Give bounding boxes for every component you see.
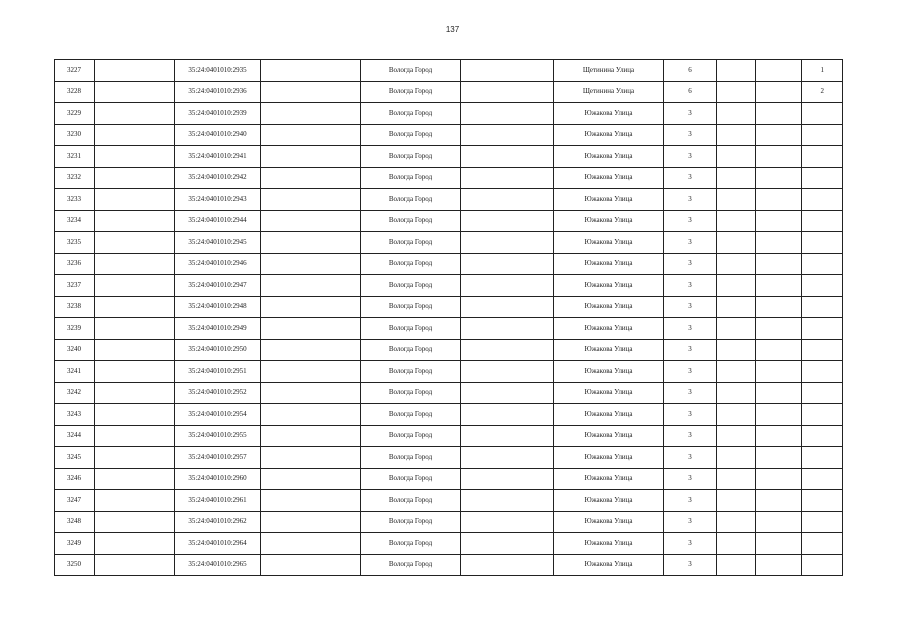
apartment-number-cell [802, 382, 843, 404]
locality-cell: Вологда Город [361, 468, 461, 490]
row-number-cell: 3243 [55, 404, 95, 426]
empty-cell [756, 103, 802, 125]
row-number-cell: 3240 [55, 339, 95, 361]
row-number-cell: 3245 [55, 447, 95, 469]
empty-cell [717, 189, 756, 211]
cadastral-number-cell: 35:24:0401010:2949 [175, 318, 261, 340]
house-number-cell: 3 [664, 554, 717, 576]
locality-cell: Вологда Город [361, 103, 461, 125]
street-cell: Южакова Улица [554, 296, 664, 318]
house-number-cell: 3 [664, 511, 717, 533]
empty-cell [95, 103, 175, 125]
street-cell: Щетинина Улица [554, 60, 664, 82]
table-row [55, 490, 843, 512]
row-number-cell: 3230 [55, 124, 95, 146]
empty-cell [95, 60, 175, 82]
cadastral-number-cell: 35:24:0401010:2961 [175, 490, 261, 512]
empty-cell [261, 189, 361, 211]
table-row [55, 167, 843, 189]
apartment-number-cell [802, 511, 843, 533]
empty-cell [717, 253, 756, 275]
house-number-cell: 3 [664, 404, 717, 426]
house-number-cell: 3 [664, 210, 717, 232]
page-number: 137 [445, 25, 460, 34]
cadastral-number-cell: 35:24:0401010:2947 [175, 275, 261, 297]
house-number-cell: 3 [664, 533, 717, 555]
empty-cell [261, 60, 361, 82]
street-cell: Южакова Улица [554, 511, 664, 533]
street-cell: Южакова Улица [554, 189, 664, 211]
cadastral-number-cell: 35:24:0401010:2942 [175, 167, 261, 189]
table-row [55, 146, 843, 168]
row-number-cell: 3231 [55, 146, 95, 168]
cadastral-number-cell: 35:24:0401010:2944 [175, 210, 261, 232]
empty-cell [756, 253, 802, 275]
empty-cell [95, 404, 175, 426]
empty-cell [461, 404, 554, 426]
empty-cell [95, 81, 175, 103]
row-number-cell: 3239 [55, 318, 95, 340]
empty-cell [461, 81, 554, 103]
empty-cell [717, 124, 756, 146]
row-number-cell: 3235 [55, 232, 95, 254]
locality-cell: Вологда Город [361, 404, 461, 426]
empty-cell [717, 81, 756, 103]
house-number-cell: 3 [664, 253, 717, 275]
street-cell: Южакова Улица [554, 210, 664, 232]
apartment-number-cell: 1 [802, 60, 843, 82]
street-cell: Южакова Улица [554, 275, 664, 297]
apartment-number-cell [802, 318, 843, 340]
empty-cell [95, 210, 175, 232]
empty-cell [756, 81, 802, 103]
apartment-number-cell [802, 103, 843, 125]
house-number-cell: 3 [664, 468, 717, 490]
table-row [55, 404, 843, 426]
row-number-cell: 3227 [55, 60, 95, 82]
empty-cell [261, 253, 361, 275]
empty-cell [756, 60, 802, 82]
empty-cell [261, 146, 361, 168]
street-cell: Южакова Улица [554, 253, 664, 275]
empty-cell [717, 318, 756, 340]
empty-cell [756, 533, 802, 555]
locality-cell: Вологда Город [361, 146, 461, 168]
street-cell: Южакова Улица [554, 167, 664, 189]
street-cell: Южакова Улица [554, 425, 664, 447]
locality-cell: Вологда Город [361, 210, 461, 232]
empty-cell [756, 554, 802, 576]
empty-cell [461, 103, 554, 125]
empty-cell [756, 339, 802, 361]
house-number-cell: 3 [664, 361, 717, 383]
house-number-cell: 3 [664, 447, 717, 469]
house-number-cell: 3 [664, 382, 717, 404]
row-number-cell: 3238 [55, 296, 95, 318]
empty-cell [261, 533, 361, 555]
cadastral-number-cell: 35:24:0401010:2964 [175, 533, 261, 555]
table-row [55, 296, 843, 318]
empty-cell [461, 146, 554, 168]
locality-cell: Вологда Город [361, 382, 461, 404]
row-number-cell: 3237 [55, 275, 95, 297]
row-number-cell: 3250 [55, 554, 95, 576]
empty-cell [756, 490, 802, 512]
house-number-cell: 3 [664, 124, 717, 146]
empty-cell [461, 318, 554, 340]
empty-cell [461, 124, 554, 146]
row-number-cell: 3233 [55, 189, 95, 211]
apartment-number-cell [802, 146, 843, 168]
empty-cell [261, 167, 361, 189]
row-number-cell: 3247 [55, 490, 95, 512]
apartment-number-cell [802, 124, 843, 146]
street-cell: Южакова Улица [554, 339, 664, 361]
apartment-number-cell [802, 490, 843, 512]
empty-cell [717, 146, 756, 168]
empty-cell [717, 275, 756, 297]
empty-cell [261, 425, 361, 447]
cadastral-number-cell: 35:24:0401010:2945 [175, 232, 261, 254]
locality-cell: Вологда Город [361, 167, 461, 189]
empty-cell [261, 210, 361, 232]
empty-cell [717, 167, 756, 189]
empty-cell [756, 447, 802, 469]
row-number-cell: 3229 [55, 103, 95, 125]
empty-cell [261, 361, 361, 383]
house-number-cell: 3 [664, 490, 717, 512]
cadastral-number-cell: 35:24:0401010:2955 [175, 425, 261, 447]
row-number-cell: 3244 [55, 425, 95, 447]
street-cell: Южакова Улица [554, 103, 664, 125]
locality-cell: Вологда Город [361, 232, 461, 254]
empty-cell [95, 167, 175, 189]
house-number-cell: 3 [664, 275, 717, 297]
empty-cell [461, 210, 554, 232]
empty-cell [756, 361, 802, 383]
row-number-cell: 3246 [55, 468, 95, 490]
table-row [55, 554, 843, 576]
registry-table-body [55, 60, 843, 576]
locality-cell: Вологда Город [361, 275, 461, 297]
empty-cell [461, 275, 554, 297]
house-number-cell: 6 [664, 81, 717, 103]
locality-cell: Вологда Город [361, 511, 461, 533]
empty-cell [95, 296, 175, 318]
street-cell: Южакова Улица [554, 490, 664, 512]
empty-cell [717, 425, 756, 447]
table-row [55, 447, 843, 469]
empty-cell [756, 210, 802, 232]
empty-cell [717, 210, 756, 232]
apartment-number-cell [802, 210, 843, 232]
house-number-cell: 6 [664, 60, 717, 82]
house-number-cell: 3 [664, 425, 717, 447]
row-number-cell: 3249 [55, 533, 95, 555]
empty-cell [756, 382, 802, 404]
empty-cell [95, 490, 175, 512]
empty-cell [261, 468, 361, 490]
locality-cell: Вологда Город [361, 253, 461, 275]
empty-cell [261, 511, 361, 533]
cadastral-number-cell: 35:24:0401010:2951 [175, 361, 261, 383]
registry-table [54, 59, 843, 576]
empty-cell [461, 490, 554, 512]
table-row [55, 189, 843, 211]
locality-cell: Вологда Город [361, 296, 461, 318]
cadastral-number-cell: 35:24:0401010:2943 [175, 189, 261, 211]
empty-cell [756, 232, 802, 254]
row-number-cell: 3234 [55, 210, 95, 232]
empty-cell [95, 189, 175, 211]
empty-cell [717, 361, 756, 383]
apartment-number-cell [802, 468, 843, 490]
empty-cell [461, 189, 554, 211]
street-cell: Южакова Улица [554, 146, 664, 168]
street-cell: Южакова Улица [554, 554, 664, 576]
empty-cell [95, 146, 175, 168]
empty-cell [95, 382, 175, 404]
locality-cell: Вологда Город [361, 339, 461, 361]
empty-cell [95, 318, 175, 340]
row-number-cell: 3228 [55, 81, 95, 103]
empty-cell [461, 253, 554, 275]
table-row [55, 361, 843, 383]
empty-cell [461, 425, 554, 447]
house-number-cell: 3 [664, 189, 717, 211]
empty-cell [261, 339, 361, 361]
cadastral-number-cell: 35:24:0401010:2946 [175, 253, 261, 275]
locality-cell: Вологда Город [361, 490, 461, 512]
table-row [55, 318, 843, 340]
empty-cell [95, 253, 175, 275]
empty-cell [95, 124, 175, 146]
empty-cell [717, 232, 756, 254]
apartment-number-cell [802, 339, 843, 361]
cadastral-number-cell: 35:24:0401010:2950 [175, 339, 261, 361]
empty-cell [261, 554, 361, 576]
cadastral-number-cell: 35:24:0401010:2960 [175, 468, 261, 490]
empty-cell [95, 425, 175, 447]
street-cell: Южакова Улица [554, 382, 664, 404]
cadastral-number-cell: 35:24:0401010:2954 [175, 404, 261, 426]
empty-cell [756, 124, 802, 146]
house-number-cell: 3 [664, 167, 717, 189]
empty-cell [717, 554, 756, 576]
empty-cell [756, 468, 802, 490]
house-number-cell: 3 [664, 296, 717, 318]
table-row [55, 275, 843, 297]
row-number-cell: 3241 [55, 361, 95, 383]
empty-cell [756, 404, 802, 426]
empty-cell [461, 339, 554, 361]
table-row [55, 468, 843, 490]
empty-cell [756, 275, 802, 297]
cadastral-number-cell: 35:24:0401010:2935 [175, 60, 261, 82]
empty-cell [717, 339, 756, 361]
locality-cell: Вологда Город [361, 425, 461, 447]
cadastral-number-cell: 35:24:0401010:2939 [175, 103, 261, 125]
empty-cell [461, 533, 554, 555]
empty-cell [95, 361, 175, 383]
empty-cell [95, 339, 175, 361]
street-cell: Щетинина Улица [554, 81, 664, 103]
apartment-number-cell [802, 447, 843, 469]
locality-cell: Вологда Город [361, 554, 461, 576]
apartment-number-cell: 2 [802, 81, 843, 103]
apartment-number-cell [802, 189, 843, 211]
locality-cell: Вологда Город [361, 318, 461, 340]
apartment-number-cell [802, 167, 843, 189]
empty-cell [717, 468, 756, 490]
empty-cell [717, 382, 756, 404]
table-row [55, 81, 843, 103]
empty-cell [261, 275, 361, 297]
empty-cell [461, 468, 554, 490]
cadastral-number-cell: 35:24:0401010:2952 [175, 382, 261, 404]
apartment-number-cell [802, 253, 843, 275]
locality-cell: Вологда Город [361, 447, 461, 469]
table-row [55, 124, 843, 146]
empty-cell [756, 189, 802, 211]
street-cell: Южакова Улица [554, 361, 664, 383]
street-cell: Южакова Улица [554, 124, 664, 146]
empty-cell [261, 124, 361, 146]
table-row [55, 339, 843, 361]
apartment-number-cell [802, 275, 843, 297]
empty-cell [717, 533, 756, 555]
empty-cell [461, 554, 554, 576]
empty-cell [461, 361, 554, 383]
cadastral-number-cell: 35:24:0401010:2940 [175, 124, 261, 146]
row-number-cell: 3242 [55, 382, 95, 404]
street-cell: Южакова Улица [554, 468, 664, 490]
empty-cell [756, 318, 802, 340]
table-row [55, 425, 843, 447]
street-cell: Южакова Улица [554, 533, 664, 555]
empty-cell [95, 275, 175, 297]
empty-cell [95, 447, 175, 469]
empty-cell [261, 296, 361, 318]
locality-cell: Вологда Город [361, 81, 461, 103]
row-number-cell: 3232 [55, 167, 95, 189]
locality-cell: Вологда Город [361, 361, 461, 383]
empty-cell [261, 404, 361, 426]
empty-cell [461, 382, 554, 404]
house-number-cell: 3 [664, 318, 717, 340]
apartment-number-cell [802, 361, 843, 383]
empty-cell [261, 447, 361, 469]
empty-cell [95, 511, 175, 533]
empty-cell [95, 533, 175, 555]
street-cell: Южакова Улица [554, 404, 664, 426]
apartment-number-cell [802, 425, 843, 447]
empty-cell [461, 447, 554, 469]
empty-cell [95, 232, 175, 254]
empty-cell [756, 296, 802, 318]
empty-cell [461, 296, 554, 318]
house-number-cell: 3 [664, 103, 717, 125]
table-row [55, 232, 843, 254]
cadastral-number-cell: 35:24:0401010:2962 [175, 511, 261, 533]
empty-cell [756, 425, 802, 447]
cadastral-number-cell: 35:24:0401010:2948 [175, 296, 261, 318]
empty-cell [461, 60, 554, 82]
table-row [55, 253, 843, 275]
street-cell: Южакова Улица [554, 447, 664, 469]
locality-cell: Вологда Город [361, 533, 461, 555]
empty-cell [461, 232, 554, 254]
apartment-number-cell [802, 296, 843, 318]
empty-cell [717, 490, 756, 512]
row-number-cell: 3236 [55, 253, 95, 275]
table-row [55, 60, 843, 82]
empty-cell [717, 296, 756, 318]
apartment-number-cell [802, 554, 843, 576]
cadastral-number-cell: 35:24:0401010:2941 [175, 146, 261, 168]
locality-cell: Вологда Город [361, 189, 461, 211]
street-cell: Южакова Улица [554, 232, 664, 254]
cadastral-number-cell: 35:24:0401010:2957 [175, 447, 261, 469]
empty-cell [756, 146, 802, 168]
empty-cell [95, 468, 175, 490]
row-number-cell: 3248 [55, 511, 95, 533]
empty-cell [261, 490, 361, 512]
empty-cell [95, 554, 175, 576]
apartment-number-cell [802, 232, 843, 254]
empty-cell [717, 60, 756, 82]
empty-cell [756, 167, 802, 189]
empty-cell [717, 511, 756, 533]
apartment-number-cell [802, 404, 843, 426]
locality-cell: Вологда Город [361, 60, 461, 82]
table-row [55, 511, 843, 533]
empty-cell [717, 404, 756, 426]
empty-cell [717, 447, 756, 469]
empty-cell [717, 103, 756, 125]
cadastral-number-cell: 35:24:0401010:2936 [175, 81, 261, 103]
cadastral-number-cell: 35:24:0401010:2965 [175, 554, 261, 576]
empty-cell [261, 103, 361, 125]
empty-cell [261, 232, 361, 254]
empty-cell [461, 167, 554, 189]
house-number-cell: 3 [664, 146, 717, 168]
empty-cell [261, 318, 361, 340]
locality-cell: Вологда Город [361, 124, 461, 146]
house-number-cell: 3 [664, 339, 717, 361]
street-cell: Южакова Улица [554, 318, 664, 340]
empty-cell [756, 511, 802, 533]
table-row [55, 533, 843, 555]
empty-cell [261, 382, 361, 404]
table-row [55, 103, 843, 125]
empty-cell [461, 511, 554, 533]
table-row [55, 210, 843, 232]
house-number-cell: 3 [664, 232, 717, 254]
apartment-number-cell [802, 533, 843, 555]
empty-cell [261, 81, 361, 103]
table-row [55, 382, 843, 404]
